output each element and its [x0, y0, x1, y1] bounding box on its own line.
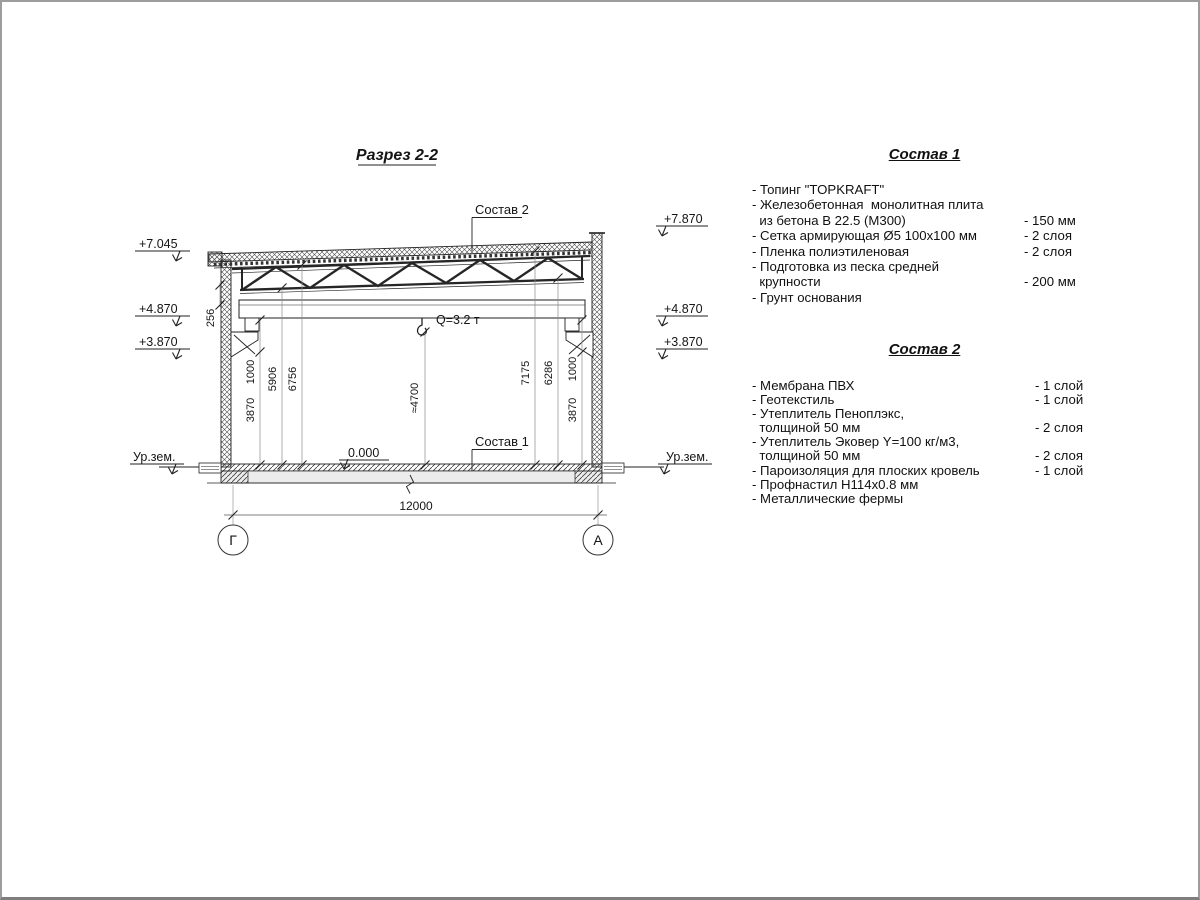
list-item: - Утеплитель Эковер Y=100 кг/м3,: [752, 434, 960, 450]
axis-letter-left: Г: [229, 532, 237, 548]
ground-level-left: Ур.зем.: [133, 450, 176, 464]
dim-6286: 6286: [543, 360, 555, 386]
dim-12000: 12000: [399, 499, 433, 513]
list-item: - Пароизоляция для плоских кровель - 1 слой: [752, 462, 1084, 478]
leader-sostav2-label: Состав 2: [475, 202, 529, 217]
list-item: толщиной 50 мм - 2 слоя: [752, 448, 1083, 464]
zero-level-label: 0.000: [348, 446, 380, 460]
drawing-title: Разрез 2-2: [355, 147, 439, 164]
list-item: - Топинг "TOPKRAFT": [752, 182, 885, 197]
level-right-3870: +3.870: [664, 335, 703, 349]
dim-1000-left: 1000: [245, 359, 257, 385]
axis-letter-right: А: [593, 532, 603, 548]
dim-4700: ≈4700: [409, 382, 421, 414]
list-item: - Подготовка из песка средней: [752, 259, 939, 275]
level-right-7870: +7.870: [664, 212, 703, 226]
list-item: - Железобетонная монолитная плита: [752, 197, 984, 213]
dim-3870-right: 3870: [567, 397, 579, 423]
list-item: толщиной 50 мм - 2 слоя: [752, 420, 1083, 436]
leader-sostav1-label: Состав 1: [475, 434, 529, 449]
dim-5906: 5906: [267, 366, 279, 392]
crane-beam: [239, 300, 585, 335]
list-item: - Металлические фермы: [752, 490, 904, 506]
list-item: крупности - 200 мм: [752, 274, 1076, 290]
footing-right: [602, 463, 624, 473]
dim-1000-right: 1000: [567, 356, 579, 382]
dimension-center: [409, 328, 430, 470]
roof: [208, 242, 592, 268]
composition1-list: [752, 182, 1097, 305]
corbels: [231, 332, 593, 357]
levels-left: [130, 237, 190, 474]
level-right-4870: +4.870: [664, 302, 703, 316]
dim-7175: 7175: [520, 360, 532, 386]
level-left-4870: +4.870: [139, 302, 178, 316]
footing-left: [199, 463, 221, 473]
list-item: из бетона В 22.5 (М300) - 150 мм: [752, 212, 1076, 228]
dim-6756: 6756: [287, 366, 299, 392]
list-item: - Профнастил Н114х0.8 мм: [752, 476, 919, 492]
composition2-heading: Состав 2: [888, 341, 961, 358]
leader-sostav2: [472, 202, 529, 251]
list-item: - Пленка полиэтиленовая - 2 слоя: [752, 243, 1072, 259]
level-left-7045: +7.045: [139, 237, 178, 251]
dim-256: 256: [205, 308, 217, 328]
span-dimension: [218, 485, 613, 555]
ground-level-right: Ур.зем.: [666, 450, 709, 464]
steel-truss: [232, 256, 590, 294]
levels-right: [656, 212, 712, 474]
list-item: - Мембрана ПВХ - 1 слой: [752, 378, 1084, 393]
list-item: - Геотекстиль - 1 слой: [752, 392, 1084, 408]
floor-slab: [159, 463, 664, 494]
list-item: - Утеплитель Пеноплэкс,: [752, 406, 905, 422]
dim-3870-left: 3870: [245, 397, 257, 423]
crane-capacity-label: Q=3.2 т: [436, 313, 480, 327]
composition1-heading: Состав 1: [888, 146, 961, 163]
level-left-3870: +3.870: [139, 335, 178, 349]
composition2-list: [752, 379, 1097, 506]
list-item: - Грунт основания: [752, 289, 862, 305]
list-item: - Сетка армирующая Ø5 100х100 мм - 2 слоя: [752, 228, 1072, 244]
